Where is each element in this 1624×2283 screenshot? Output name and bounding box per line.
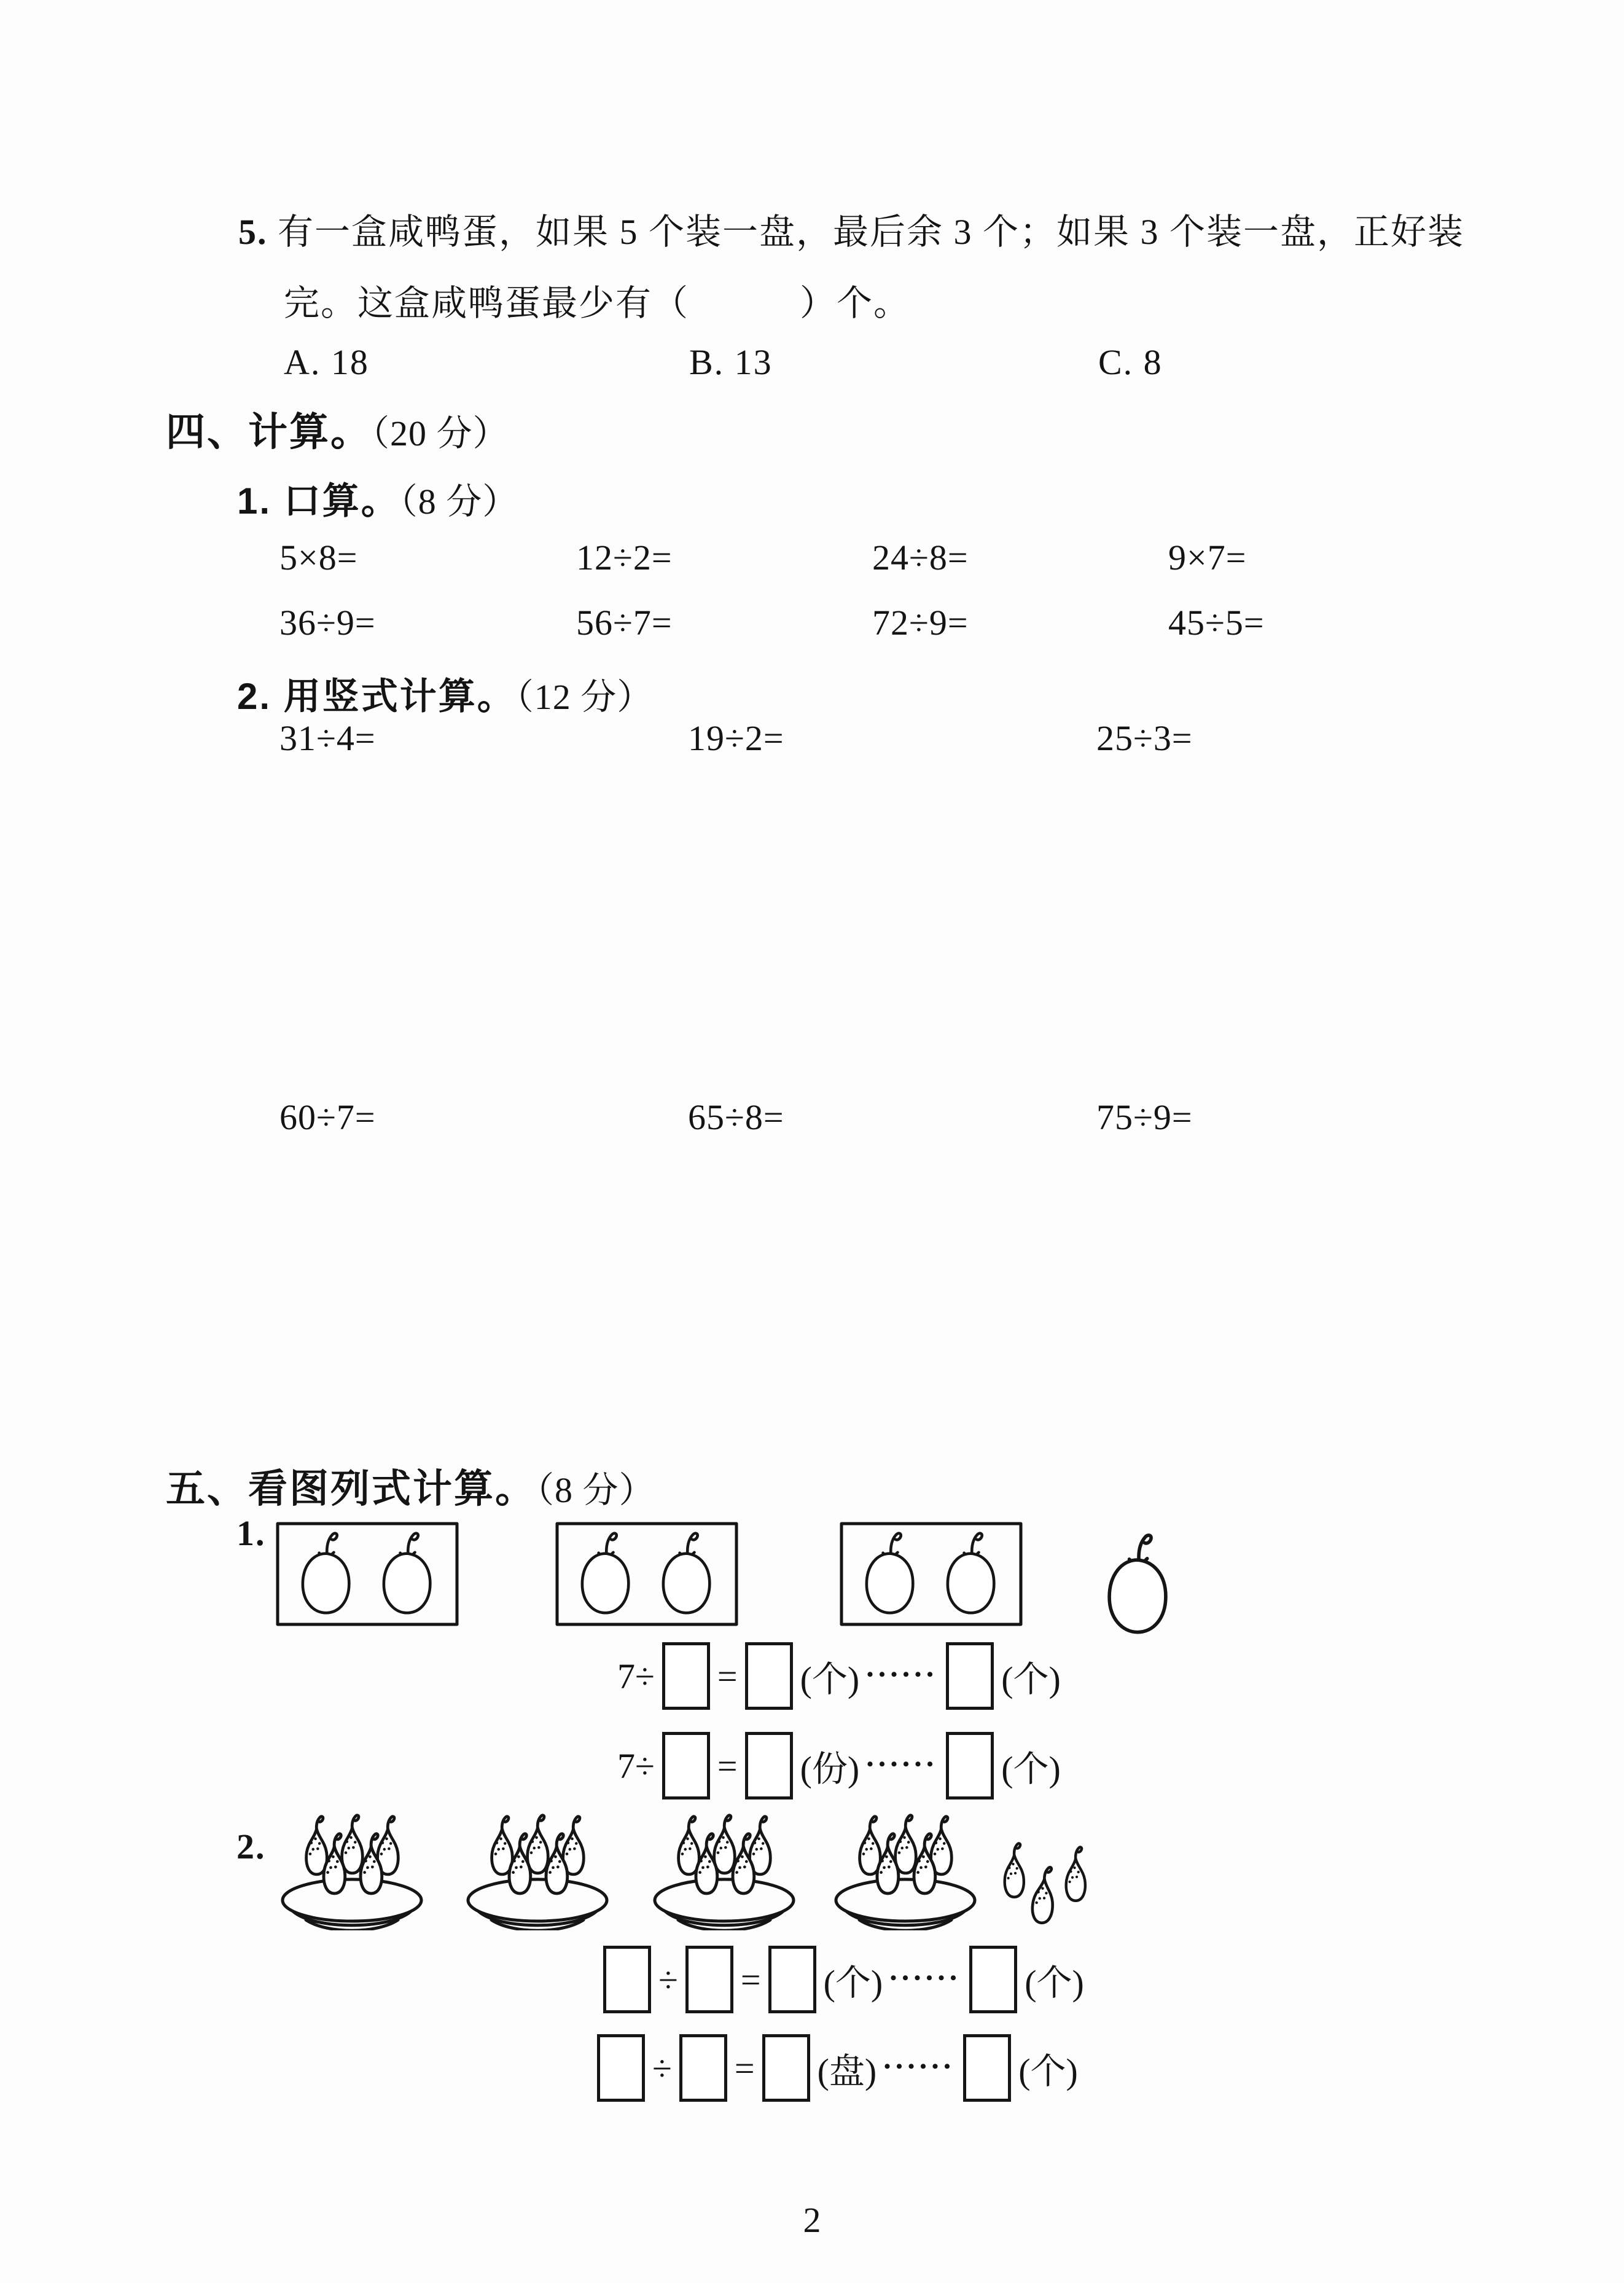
section-4-header <box>166 401 509 457</box>
question-5-text: 有一盒咸鸭蛋，如果 5 个装一盘，最后余 3 个；如果 3 个装一盘，正好装 <box>278 212 1465 252</box>
answer-box[interactable] <box>685 1946 733 2013</box>
equals-sign: = <box>717 1745 738 1786</box>
answer-box[interactable] <box>768 1946 816 2013</box>
unit-label: (个) <box>823 1963 883 2003</box>
question-5-line1 <box>238 203 1464 254</box>
answer-box[interactable] <box>762 2034 810 2102</box>
unit-label: (盘) <box>817 2051 877 2091</box>
oral-problem: 72÷9= <box>872 603 969 643</box>
pear-plate-icon <box>461 1814 614 1930</box>
oral-header <box>237 472 518 525</box>
remainder-dots: •••••• <box>867 1754 939 1774</box>
equation-prefix: 7÷ <box>617 1656 655 1696</box>
unit-label: (份) <box>800 1749 860 1789</box>
option-c[interactable]: C. 8 <box>1098 342 1163 382</box>
remainder-dots: •••••• <box>867 1664 939 1685</box>
vertical-problem: 65÷8= <box>688 1097 784 1137</box>
vertical-points: （12 分） <box>515 677 654 717</box>
section-5-title: 五、看图列式计算。 <box>166 1467 536 1511</box>
equation-prefix: 7÷ <box>617 1745 655 1786</box>
answer-box[interactable] <box>946 1732 994 1799</box>
vertical-header <box>237 667 653 720</box>
section-4-title: 四、计算。 <box>166 410 372 454</box>
vertical-problem: 31÷4= <box>279 718 376 758</box>
division-equation <box>617 1731 1061 1800</box>
vertical-label: 2. 用竖式计算。 <box>237 676 516 717</box>
divide-sign: ÷ <box>652 2048 672 2088</box>
oral-problem: 12÷2= <box>576 538 673 578</box>
division-equation <box>617 1642 1061 1710</box>
option-a[interactable]: A. 18 <box>284 342 369 382</box>
answer-box[interactable] <box>662 1732 710 1799</box>
section-5-points: （8 分） <box>536 1470 655 1510</box>
answer-box[interactable] <box>745 1732 793 1799</box>
oral-problem: 24÷8= <box>872 538 969 578</box>
answer-box[interactable] <box>745 1642 793 1710</box>
unit-label: (个) <box>1025 1963 1084 2003</box>
vertical-problem: 60÷7= <box>279 1097 376 1137</box>
apple-icon <box>1098 1531 1177 1634</box>
answer-box[interactable] <box>969 1946 1017 2013</box>
oral-problem: 45÷5= <box>1168 603 1265 643</box>
equals-sign: = <box>717 1656 738 1696</box>
apple-box-icon <box>839 1521 1023 1627</box>
remainder-dots: •••••• <box>884 2056 956 2077</box>
page-number: 2 <box>803 2200 821 2240</box>
section-5-header <box>166 1457 655 1514</box>
oral-problem: 5×8= <box>279 538 358 578</box>
option-b[interactable]: B. 13 <box>689 342 773 382</box>
remainder-dots: •••••• <box>890 1968 962 1988</box>
answer-box[interactable] <box>946 1642 994 1710</box>
apple-box-icon <box>275 1521 459 1627</box>
answer-box[interactable] <box>597 2034 645 2102</box>
section-4-points: （20 分） <box>372 413 509 453</box>
oral-problem: 9×7= <box>1168 538 1247 578</box>
pear-plate-icon <box>647 1814 801 1930</box>
pear-plate-icon <box>829 1814 982 1930</box>
sub-question-1-label: 1. <box>236 1513 266 1553</box>
vertical-problem: 19÷2= <box>688 718 784 758</box>
question-5-number: 5. <box>238 212 268 252</box>
oral-label: 1. 口算。 <box>237 480 400 522</box>
oral-problem: 36÷9= <box>279 603 376 643</box>
answer-box[interactable] <box>603 1946 651 2013</box>
unit-label: (个) <box>1018 2051 1078 2091</box>
question-5-line2: 完。这盒咸鸭蛋最少有（ ）个。 <box>284 283 911 323</box>
apple-box-icon <box>555 1521 739 1627</box>
unit-label: (个) <box>1001 1659 1061 1699</box>
oral-points: （8 分） <box>399 482 519 522</box>
loose-pears-icon <box>990 1842 1107 1934</box>
vertical-problem: 25÷3= <box>1096 718 1193 758</box>
equals-sign: = <box>740 1959 761 2000</box>
division-equation <box>603 1945 1084 2014</box>
sub-question-2-label: 2. <box>236 1827 266 1866</box>
vertical-problem: 75÷9= <box>1096 1097 1193 1137</box>
division-equation <box>597 2034 1078 2102</box>
oral-problem: 56÷7= <box>576 603 673 643</box>
unit-label: (个) <box>1001 1749 1061 1789</box>
divide-sign: ÷ <box>658 1959 678 2000</box>
answer-box[interactable] <box>963 2034 1011 2102</box>
answer-box[interactable] <box>679 2034 727 2102</box>
pear-plate-icon <box>275 1814 429 1930</box>
equals-sign: = <box>734 2048 755 2088</box>
answer-box[interactable] <box>662 1642 710 1710</box>
unit-label: (个) <box>800 1659 860 1699</box>
